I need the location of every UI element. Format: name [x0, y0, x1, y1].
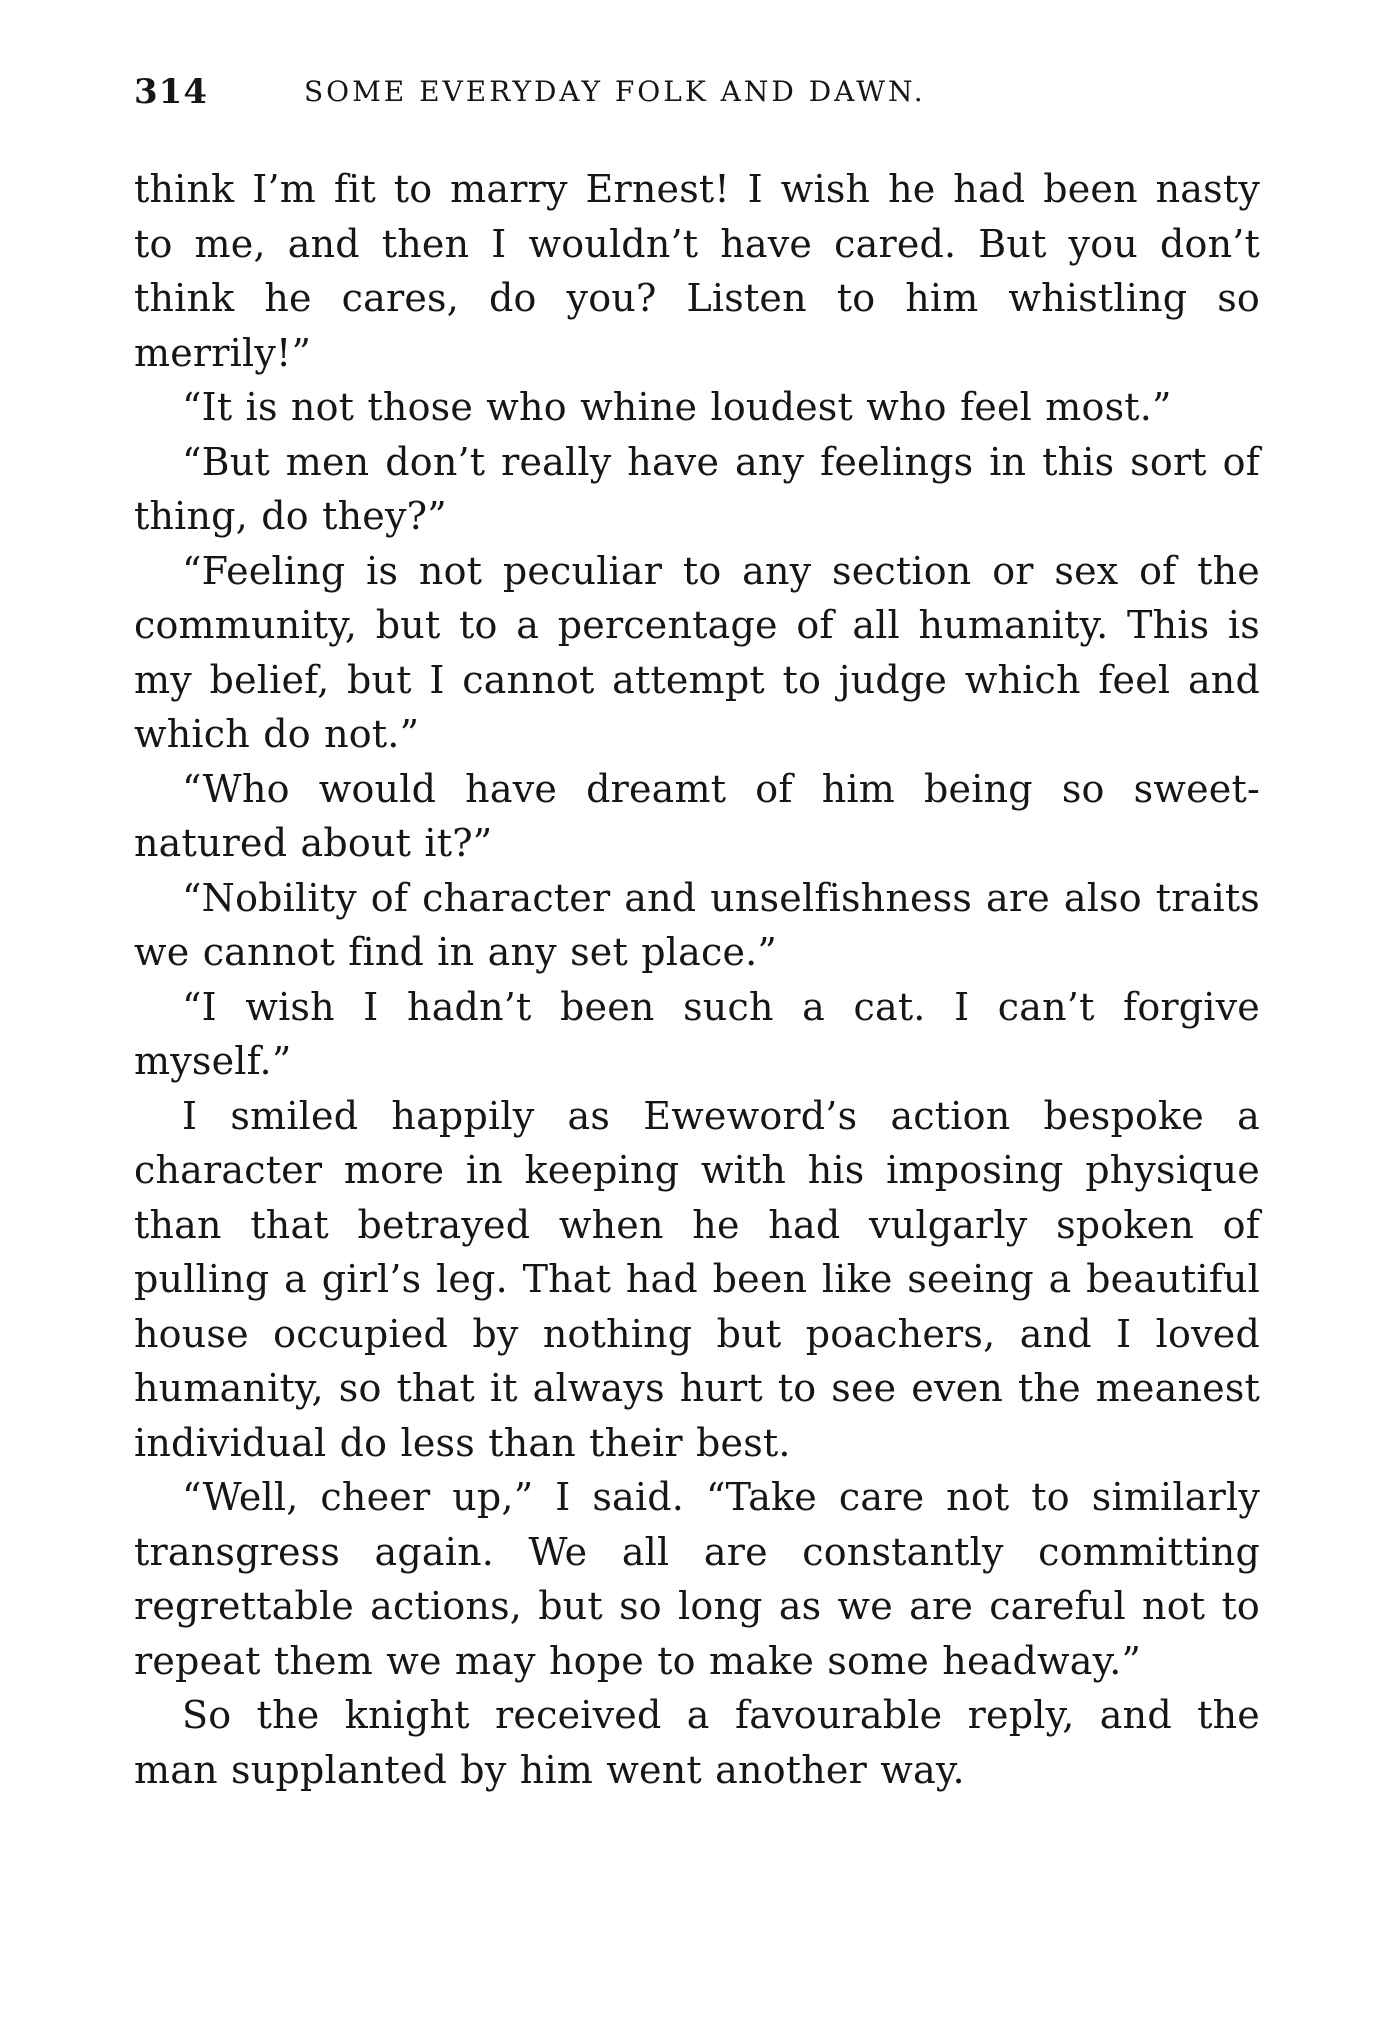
paragraph: “But men don’t really have any feelings in this sort of thing, do they?”	[134, 439, 1260, 538]
paragraph: “Feeling is not peculiar to any section or sex of the community, but to a percentage of all humanity. This is my belief, but I cannot attempt to judge which feel and which do not.”	[134, 548, 1260, 756]
running-title: SOME EVERYDAY FOLK AND DAWN.	[304, 75, 926, 108]
paragraph: “Who would have dreamt of him being so sweet-natured about it?”	[134, 766, 1260, 865]
book-page	[134, 62, 1260, 2002]
paragraph: “It is not those who whine loudest who feel most.”	[182, 385, 1172, 429]
paragraph-continuation: think I’m fit to marry Ernest! I wish he had been nasty to me, and then I wouldn’t have cared. But you don’t think he cares, do you? Listen to him whistling so merrily!”	[134, 167, 1260, 375]
paragraph: I smiled happily as Eweword’s action bespoke a character more in keeping with his imposing physique than that betrayed when he had vulgarly spoken of pulling a girl’s leg. That had been like seeing a beautiful house occupied by nothing but poachers, and I loved humanity, so that it always hurt to see even the meanest individual do less than their best.	[134, 1093, 1260, 1465]
running-head	[134, 62, 1260, 122]
page-number: 314	[134, 72, 208, 112]
paragraph: “Nobility of character and unselfishness are also traits we cannot find in any set place.”	[134, 875, 1260, 974]
paragraph: “I wish I hadn’t been such a cat. I can’t forgive myself.”	[134, 984, 1260, 1083]
body-text	[134, 162, 1260, 1797]
paragraph: So the knight received a favourable reply, and the man supplanted by him went another way.	[134, 1693, 1260, 1792]
paragraph: “Well, cheer up,” I said. “Take care not to similarly transgress again. We all are constantly committing regrettable actions, but so long as we are careful not to repeat them we may hope to make some headway.”	[134, 1475, 1260, 1683]
